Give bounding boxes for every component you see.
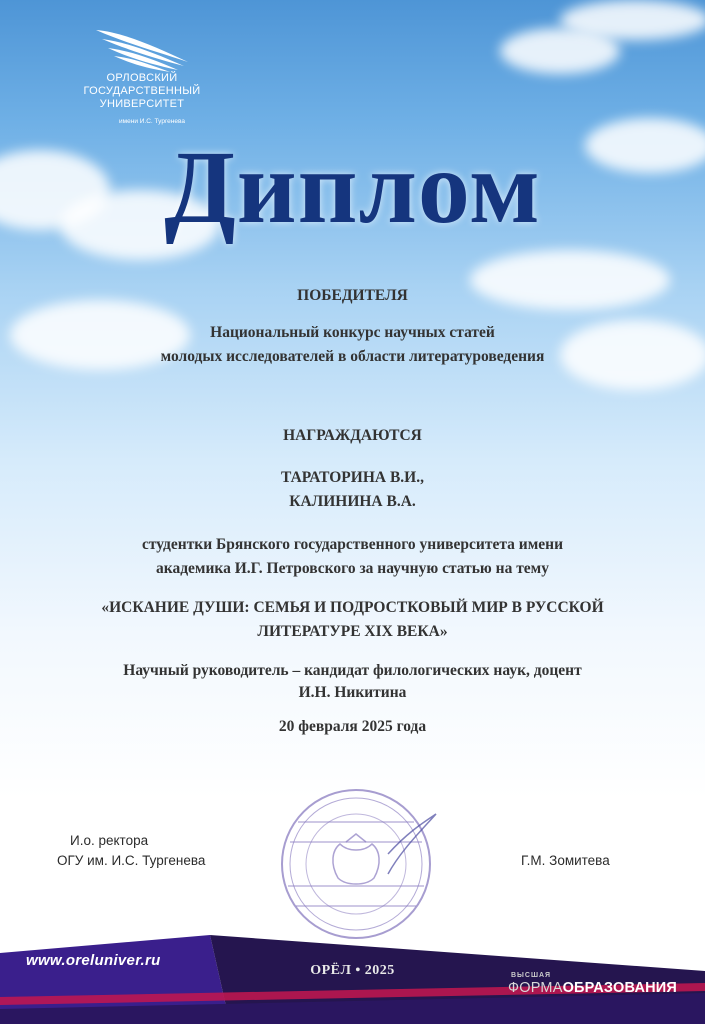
university-name-line: ГОСУДАРСТВЕННЫЙ <box>83 85 201 97</box>
university-subtitle: имени И.С. Тургенева <box>119 118 185 125</box>
recipient-name: ТАРАТОРИНА В.И., <box>281 469 424 486</box>
brand-logo <box>508 980 677 996</box>
university-name <box>72 72 212 111</box>
university-wings-logo-icon <box>92 26 192 72</box>
rector-title-line: ОГУ им. И.С. Тургенева <box>57 853 206 868</box>
topic-line: ЛИТЕРАТУРЕ XIX ВЕКА» <box>257 623 448 640</box>
description-line: академика И.Г. Петровского за научную статью на тему <box>156 560 549 577</box>
supervisor-line: И.Н. Никитина <box>298 684 407 701</box>
cloud <box>560 0 705 40</box>
brand-part2: ОБРАЗОВАНИЯ <box>562 980 678 996</box>
award-date: 20 февраля 2025 года <box>278 718 427 735</box>
signer-name: Г.М. Зомитева <box>521 853 610 868</box>
brand-part1: ФОРМА <box>508 980 563 996</box>
contest-line: Национальный конкурс научных статей <box>210 324 495 341</box>
university-logo <box>72 26 202 136</box>
city-year: ОРЁЛ • 2025 <box>310 963 395 978</box>
awarded-heading: НАГРАЖДАЮТСЯ <box>283 427 422 444</box>
university-name-line: УНИВЕРСИТЕТ <box>99 98 185 110</box>
university-name-line: ОРЛОВСКИЙ <box>106 72 178 84</box>
description-line: студентки Брянского государственного университета имени <box>141 536 564 553</box>
brand-small: ВЫСШАЯ <box>511 972 552 979</box>
degree-heading: ПОБЕДИТЕЛЯ <box>297 287 408 304</box>
contest-line: молодых исследователей в области литературоведения <box>160 348 545 365</box>
official-seal-stamp-icon <box>268 782 446 942</box>
rector-title-line: И.о. ректора <box>70 833 149 848</box>
supervisor-line: Научный руководитель – кандидат филологических наук, доцент <box>123 662 582 679</box>
website-url[interactable]: www.oreluniver.ru <box>26 952 161 969</box>
topic-line: «ИСКАНИЕ ДУШИ: СЕМЬЯ И ПОДРОСТКОВЫЙ МИР В РУССКОЙ <box>101 599 604 616</box>
diploma-title: Диплом <box>164 130 541 245</box>
recipient-name: КАЛИНИНА В.А. <box>289 493 416 510</box>
